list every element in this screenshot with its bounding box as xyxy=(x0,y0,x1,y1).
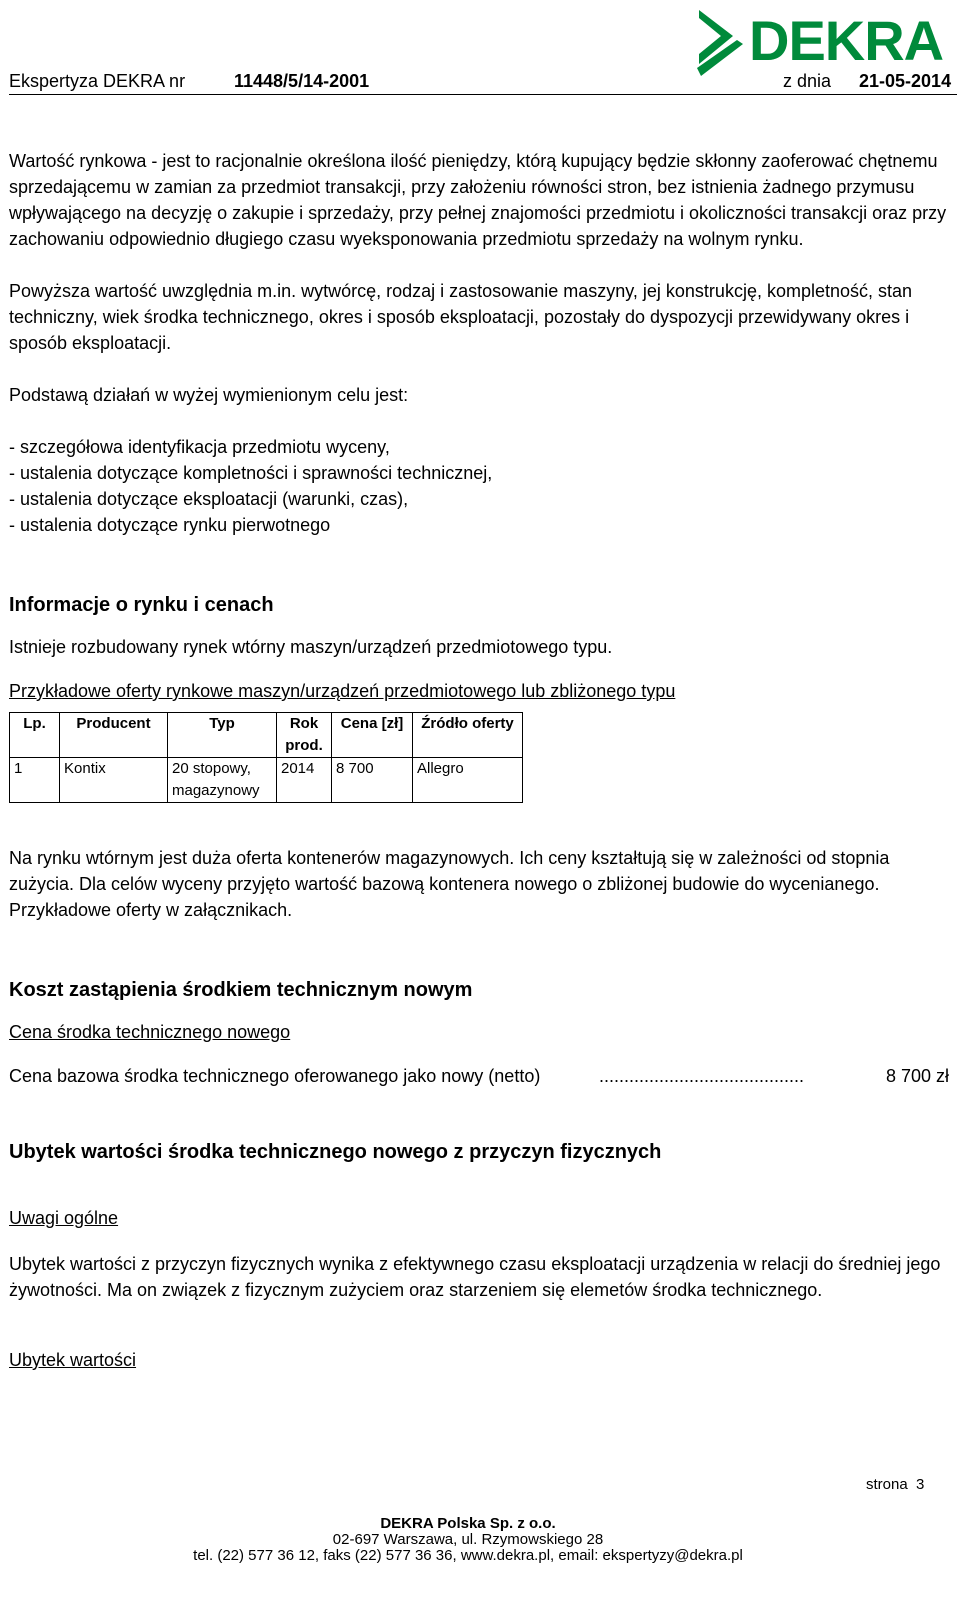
offers-table xyxy=(9,712,523,803)
table-row xyxy=(10,758,523,803)
base-price-line xyxy=(9,1063,949,1089)
page-number-value: 3 xyxy=(916,1476,925,1493)
column-header: Źródło oferty xyxy=(413,713,523,758)
report-date: 21-05-2014 xyxy=(859,71,952,91)
table-header-row xyxy=(10,713,523,758)
market-summary: Na rynku wtórnym jest duża oferta kontenerów magazynowych. Ich ceny kształtują się w zależności od stopnia zużycia. Dla celów wyceny przyjęto wartość bazową kontenera nowego o zbliżonej budowie do wycenianego. Przykładowe oferty w załącznikach. xyxy=(9,848,890,920)
footer-company: DEKRA Polska Sp. z o.o. xyxy=(380,1515,556,1532)
dekra-logo xyxy=(697,6,959,80)
paragraph-market-value-definition: Wartość rynkowa - jest to racjonalnie określona ilość pieniędzy, którą kupujący będzie skłonny zaoferować chętnemu sprzedającemu w zamian za przedmiot transakcji, przy założeniu równości stron, bez istnienia żadnego przymusu wpływającego na decyzję o zakupie i sprzedaży, przy pełnej znajomości przedmiotu i okoliczności transakcji oraz przy zachowaniu odpowiednio długiego czasu wyeksponowania przedmiotu sprzedaży na wolnym rynku. xyxy=(9,151,947,249)
list-item: - szczegółowa identyfikacja przedmiotu wyceny, xyxy=(9,437,390,457)
dekra-logo-graphic xyxy=(697,6,959,80)
base-price-value: 8 700 zł xyxy=(885,1066,949,1086)
page-label: strona xyxy=(866,1476,908,1493)
column-header: Rok prod. xyxy=(277,713,332,758)
value-loss-heading: Ubytek wartości xyxy=(9,1350,137,1370)
footer-contact: tel. (22) 577 36 12, faks (22) 577 36 36, www.dekra.pl, email: ekspertyzy@dekra.pl xyxy=(193,1547,743,1564)
general-notes-heading: Uwagi ogólne xyxy=(9,1208,119,1228)
report-label: Ekspertyza DEKRA nr xyxy=(9,71,186,91)
base-price-dots: ......................................... xyxy=(599,1066,805,1086)
table-cell: Allegro xyxy=(413,758,523,803)
report-number: 11448/5/14-2001 xyxy=(234,71,370,91)
header-rule xyxy=(9,94,957,95)
date-label: z dnia xyxy=(783,71,832,91)
table-cell: Kontix xyxy=(60,758,168,803)
column-header: Typ xyxy=(168,713,277,758)
offers-heading: Przykładowe oferty rynkowe maszyn/urządzeń przedmiotowego lub zbliżonego typu xyxy=(9,681,676,701)
column-header: Lp. xyxy=(10,713,60,758)
paragraph-value-factors: Powyższa wartość uwzględnia m.in. wytwórcę, rodzaj i zastosowanie maszyny, jej konstrukcję, kompletność, stan techniczny, wiek środka technicznego, okres i sposób eksploatacji, pozostały do dyspozycji przewidywany okres i sposób eksploatacji. xyxy=(9,281,913,353)
page-number xyxy=(866,1476,924,1493)
list-item: - ustalenia dotyczące rynku pierwotnego xyxy=(9,515,331,535)
page-header xyxy=(9,0,957,96)
market-heading: Informacje o rynku i cenach xyxy=(9,594,274,616)
footer-address: 02-697 Warszawa, ul. Rzymowskiego 28 xyxy=(332,1531,604,1548)
table-cell: 20 stopowy, magazynowy xyxy=(168,758,277,803)
general-notes-text: Ubytek wartości z przyczyn fizycznych wynika z efektywnego czasu eksploatacji urządzenia w relacji do średniej jego żywotności. Ma on związek z fizycznym zużyciem oraz starzeniem się elemetów środka technicznego. xyxy=(9,1254,941,1300)
base-price-label: Cena bazowa środka technicznego oferowanego jako nowy (netto) xyxy=(9,1066,541,1086)
table-cell: 8 700 xyxy=(332,758,413,803)
column-header: Cena [zł] xyxy=(332,713,413,758)
page-footer xyxy=(0,1516,936,1564)
cost-heading: Koszt zastąpienia środkiem technicznym nowym xyxy=(9,979,473,1001)
column-header: Producent xyxy=(60,713,168,758)
paragraph-basis: Podstawą działań w wyżej wymienionym celu jest: xyxy=(9,385,409,405)
market-text: Istnieje rozbudowany rynek wtórny maszyn/urządzeń przedmiotowego typu. xyxy=(9,637,613,657)
new-price-heading: Cena środka technicznego nowego xyxy=(9,1022,291,1042)
svg-text:DEKRA: DEKRA xyxy=(749,9,944,72)
loss-heading: Ubytek wartości środka technicznego nowego z przyczyn fizycznych xyxy=(9,1141,662,1163)
table-cell: 1 xyxy=(10,758,60,803)
list-item: - ustalenia dotyczące eksploatacji (warunki, czas), xyxy=(9,489,409,509)
list-item: - ustalenia dotyczące kompletności i sprawności technicznej, xyxy=(9,463,493,483)
document-body xyxy=(9,148,949,1373)
table-cell: 2014 xyxy=(277,758,332,803)
